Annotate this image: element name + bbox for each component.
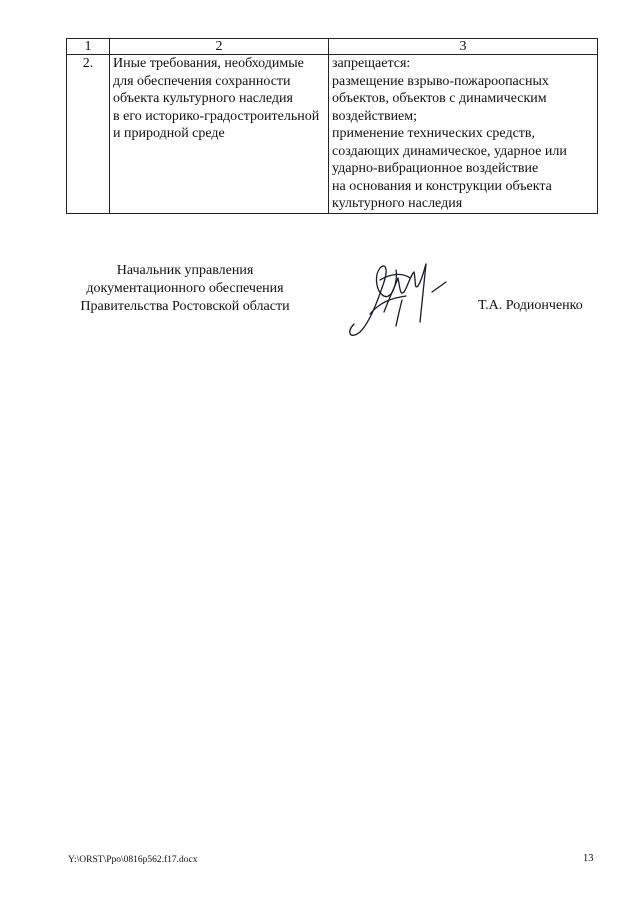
header-cell-2: 2: [110, 39, 329, 55]
restriction-line: воздействием;: [332, 108, 418, 124]
restriction-line: на основания и конструкции объекта: [332, 178, 552, 194]
restriction-line: запрещается:: [332, 56, 411, 71]
restriction-line: создающих динамическое, ударное или: [332, 143, 567, 159]
row-number: 2.: [67, 55, 110, 214]
file-path: Y:\ORST\Ppo\0816p562.f17.docx: [68, 855, 198, 865]
official-position: [60, 262, 310, 316]
restriction-line: объектов, объектов с динамическим: [332, 91, 547, 106]
table-row: [67, 55, 598, 214]
table-header-row: [67, 39, 598, 55]
signer-name: Т.А. Родионченко: [478, 298, 583, 313]
restriction-cell: [329, 55, 598, 214]
header-cell-3: 3: [329, 39, 598, 55]
position-line: Начальник управления: [116, 263, 254, 278]
restriction-line: применение технических средств,: [332, 126, 536, 141]
requirements-table: [66, 38, 598, 214]
restriction-line: культурного наследия: [332, 196, 463, 211]
requirement-line: объекта культурного наследия: [113, 91, 293, 106]
requirement-line: в его историко-градостроительной: [113, 108, 320, 124]
handwritten-signature: [340, 252, 458, 342]
requirement-cell: [110, 55, 329, 214]
restriction-line: ударно-вибрационное воздействие: [332, 161, 539, 176]
requirement-line: и природной среде: [113, 126, 225, 141]
requirement-line: для обеспечения сохранности: [113, 73, 291, 89]
position-line: Правительства Ростовской области: [80, 299, 290, 314]
position-line: документационного обеспечения: [86, 281, 284, 296]
restriction-line: размещение взрыво-пожароопасных: [332, 73, 549, 89]
requirement-line: Иные требования, необходимые: [113, 56, 304, 71]
page-number: 13: [583, 853, 594, 864]
header-cell-1: 1: [67, 39, 110, 55]
